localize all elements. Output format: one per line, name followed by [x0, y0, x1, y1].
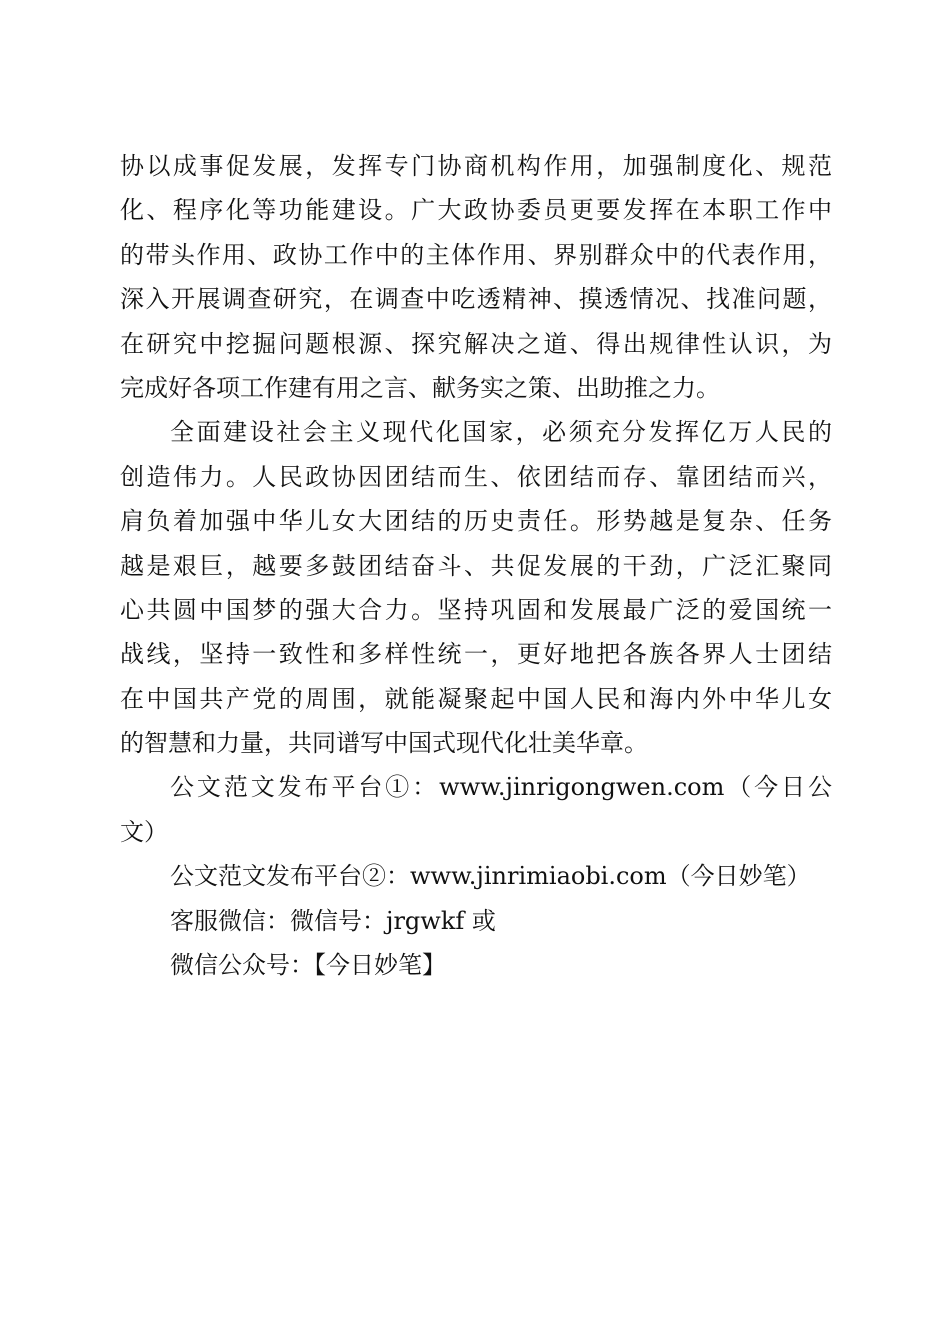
text-line: 完成好各项工作建有用之言、献务实之策、出助推之力。 — [120, 373, 720, 402]
platform-1-text: 公文范文发布平台①：www.jinrigongwen.com（今日公 — [170, 773, 832, 802]
text-line: 的智慧和力量，共同谱写中国式现代化壮美华章。 — [120, 729, 648, 758]
text-line: 战线，坚持一致性和多样性统一，更好地把各族各界人士团结 — [120, 640, 832, 669]
paragraph-1 — [120, 144, 832, 410]
text-line: 深入开展调查研究，在调查中吃透精神、摸透情况、找准问题， — [120, 285, 832, 314]
text-line: 化、程序化等功能建设。广大政协委员更要发挥在本职工作中 — [120, 196, 832, 225]
document-body — [120, 144, 832, 987]
paragraph-2 — [120, 410, 832, 765]
text-line: 全面建设社会主义现代化国家，必须充分发挥亿万人民的 — [170, 418, 832, 447]
platform-1-text-continued: 文） — [120, 817, 168, 846]
text-line: 在中国共产党的周围，就能凝聚起中国人民和海内外中华儿女 — [120, 684, 832, 713]
text-line: 心共圆中国梦的强大合力。坚持巩固和发展最广泛的爱国统一 — [120, 595, 832, 624]
official-account-text: 微信公众号：【今日妙笔】 — [170, 951, 446, 980]
text-line: 创造伟力。人民政协因团结而生、依团结而存、靠团结而兴， — [120, 462, 832, 491]
text-line: 的带头作用、政协工作中的主体作用、界别群众中的代表作用， — [120, 240, 832, 269]
text-line: 肩负着加强中华儿女大团结的历史责任。形势越是复杂、任务 — [120, 507, 832, 536]
service-wechat-text: 客服微信：微信号：jrgwkf 或 — [170, 906, 496, 935]
text-line: 越是艰巨，越要多鼓团结奋斗、共促发展的干劲，广泛汇聚同 — [120, 551, 832, 580]
text-line: 在研究中挖掘问题根源、探究解决之道、得出规律性认识，为 — [120, 329, 832, 358]
footer-info — [120, 765, 832, 987]
text-line: 协以成事促发展，发挥专门协商机构作用，加强制度化、规范 — [120, 152, 832, 180]
platform-2-text: 公文范文发布平台②：www.jinrimiaobi.com（今日妙笔） — [170, 862, 811, 891]
